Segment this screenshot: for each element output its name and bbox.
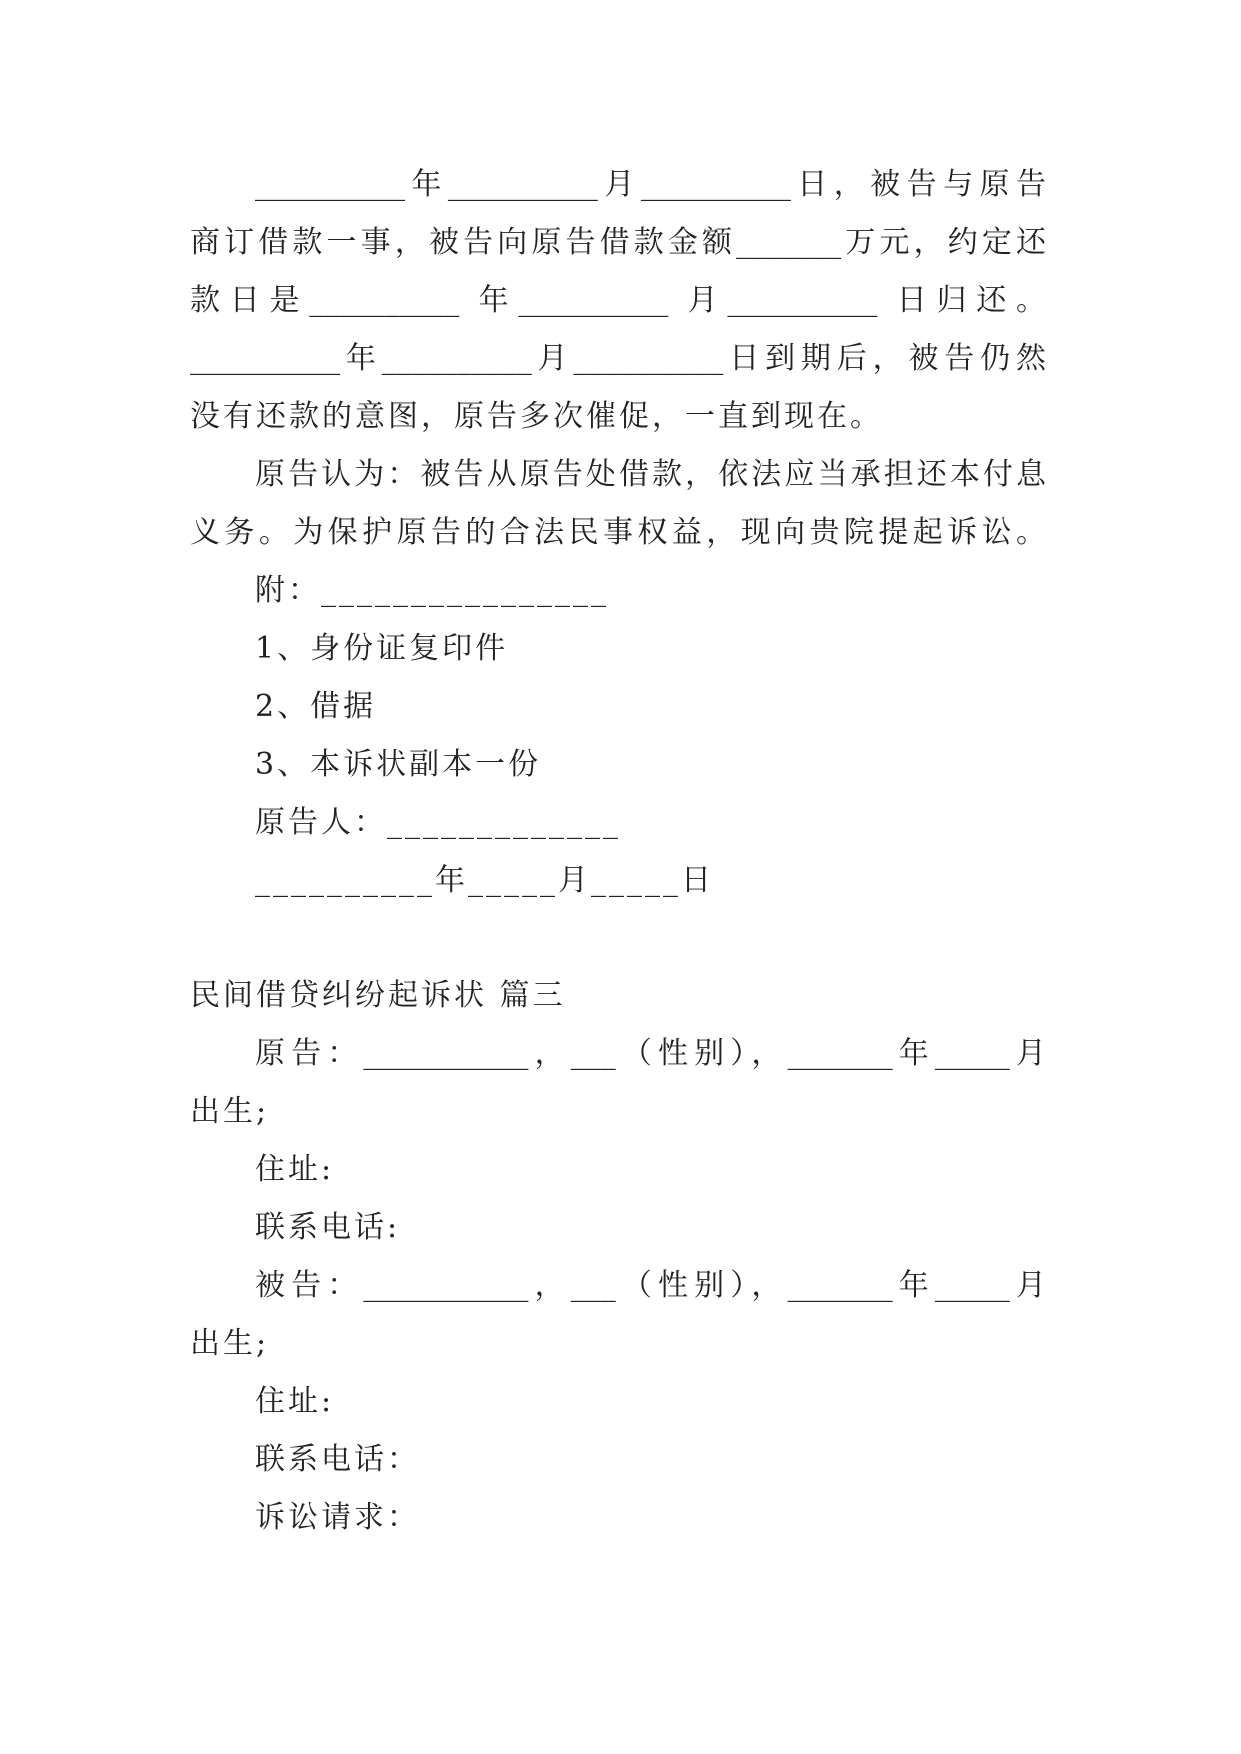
paragraph-line: __________年__________月__________日，被告与原告 xyxy=(255,167,1046,202)
defendant-info: 被告：___________，___（性别），_______年_____月 xyxy=(255,1268,1046,1303)
attachment-item: 1、身份证复印件 xyxy=(255,631,509,666)
defendant-phone: 联系电话： xyxy=(255,1442,420,1477)
plaintiff-info: 原告：___________，___（性别），_______年_____月 xyxy=(255,1036,1046,1071)
paragraph-line: __________年__________月__________日到期后，被告仍然 xyxy=(190,341,1046,376)
paragraph-line: 商订借款一事，被告向原告借款金额_______万元，约定还 xyxy=(190,225,1046,260)
signature-date: __________年_____月_____日 xyxy=(255,863,714,898)
attachment-heading: 附：________________ xyxy=(255,573,609,608)
claims-heading: 诉讼请求： xyxy=(255,1500,420,1535)
paragraph-line: 出生; xyxy=(190,1326,270,1361)
paragraph-line: 出生; xyxy=(190,1094,270,1129)
defendant-address: 住址: xyxy=(255,1384,335,1419)
attachment-item: 2、借据 xyxy=(255,689,377,724)
paragraph-line: 义务。为保护原告的合法民事权益，现向贵院提起诉讼。 xyxy=(190,515,1046,550)
paragraph-line: 款日是__________ 年__________ 月__________ 日归还。 xyxy=(190,283,1046,318)
plaintiff-signature: 原告人：_____________ xyxy=(255,805,621,840)
attachment-item: 3、本诉状副本一份 xyxy=(255,747,542,782)
plaintiff-phone: 联系电话: xyxy=(255,1210,401,1245)
paragraph-line: 原告认为：被告从原告处借款，依法应当承担还本付息 xyxy=(255,457,1046,492)
plaintiff-address: 住址: xyxy=(255,1152,335,1187)
section-title: 民间借贷纠纷起诉状 篇三 xyxy=(190,978,566,1013)
paragraph-line: 没有还款的意图，原告多次催促，一直到现在。 xyxy=(190,399,883,434)
